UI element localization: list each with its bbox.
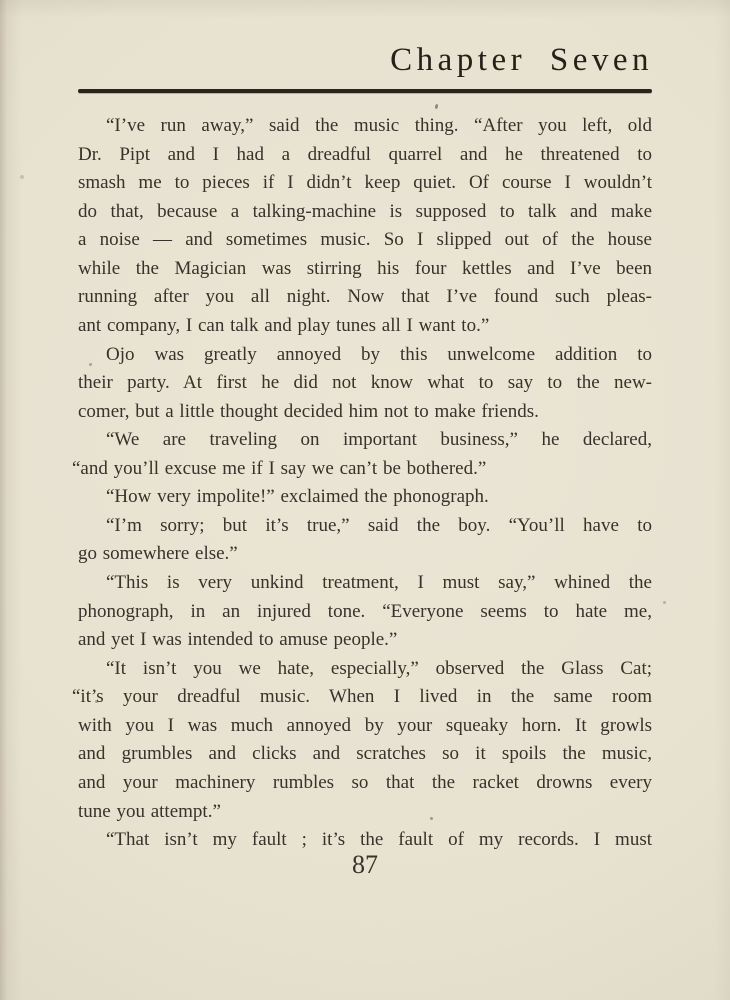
text-line: “I’ve run away,” said the music thing. “After you left, old: [106, 115, 652, 136]
text-line: tune you attempt.”: [78, 800, 221, 822]
text-line: comer, but a little thought decided him not to make friends.: [78, 400, 539, 422]
text-line: “This is very unkind treatment, I must say,” whined the: [106, 572, 652, 593]
text-line: “I’m sorry; but it’s true,” said the boy. “You’ll have to: [106, 514, 652, 536]
page-number: 87: [352, 850, 378, 879]
text-line: smash me to pieces if I didn’t keep quiet. Of course I wouldn’t: [78, 172, 652, 194]
text-line: Dr. Pipt and I had a dreadful quarrel and he threatened to: [78, 143, 652, 165]
text-line: ant company, I can talk and play tunes all I want to.”: [78, 314, 490, 336]
text-line: a noise — and sometimes music. So I slipped out of the house: [78, 229, 652, 251]
ink-speck: [434, 104, 438, 110]
page-body-text: [72, 112, 652, 855]
text-line: “It isn’t you we hate, especially,” observed the Glass Cat;: [106, 657, 652, 679]
ink-speck: [663, 601, 666, 604]
text-line: while the Magician was stirring his four kettles and I’ve been: [78, 257, 652, 279]
text-line: “How very impolite!” exclaimed the phonograph.: [106, 486, 489, 508]
text-line: “We are traveling on important business,” he declared,: [106, 429, 652, 451]
ink-speck: [430, 817, 433, 820]
text-line: and grumbles and clicks and scratches so it spoils the music,: [78, 743, 652, 765]
text-line: do that, because a talking-machine is supposed to talk and make: [78, 200, 652, 222]
ink-speck: [89, 363, 92, 366]
chapter-title: Chapter Seven: [390, 42, 653, 78]
text-line: “it’s your dreadful music. When I lived in the same room: [72, 686, 652, 708]
title-divider-rule: [78, 89, 652, 93]
text-line: go somewhere else.”: [78, 543, 238, 565]
text-line: with you I was much annoyed by your squeaky horn. It growls: [78, 714, 652, 736]
text-line: “That isn’t my fault ; it’s the fault of my records. I must: [106, 829, 652, 851]
text-line: and your machinery rumbles so that the racket drowns every: [78, 771, 652, 793]
text-line: running after you all night. Now that I’ve found such pleas-: [78, 286, 652, 308]
ink-speck: [95, 700, 98, 703]
text-line: their party. At first he did not know what to say to the new-: [78, 372, 652, 394]
text-line: phonograph, in an injured tone. “Everyone seems to hate me,: [78, 600, 652, 622]
text-line: “and you’ll excuse me if I say we can’t be bothered.”: [72, 457, 487, 479]
text-line: and yet I was intended to amuse people.”: [78, 629, 398, 651]
ink-speck: [20, 175, 24, 179]
text-line: Ojo was greatly annoyed by this unwelcome addition to: [106, 343, 652, 365]
